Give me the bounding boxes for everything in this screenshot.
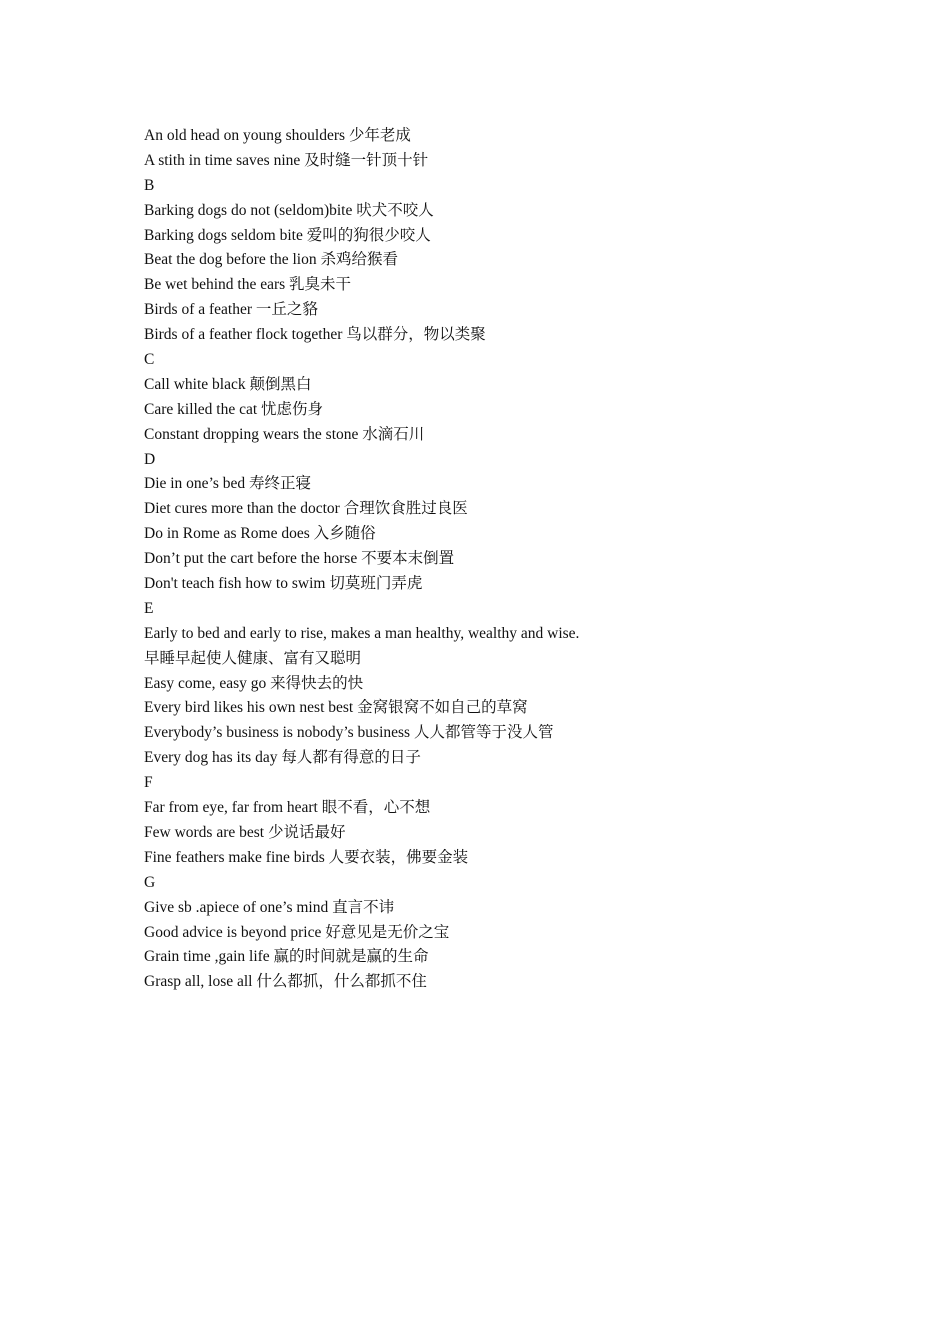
proverb-line: Call white black 颠倒黑白 xyxy=(144,375,312,393)
proverb-line: Everybody’s business is nobody’s business 人人都管等于没人管 xyxy=(144,724,554,742)
proverb-list xyxy=(144,124,844,995)
proverb-line: Don't teach fish how to swim 切莫班门弄虎 xyxy=(144,575,423,593)
proverb-line: A stith in time saves nine 及时缝一针顶十针 xyxy=(144,151,429,169)
proverb-line: Every dog has its day 每人都有得意的日子 xyxy=(144,749,421,767)
proverb-translation-line: 早睡早起使人健康、富有又聪明 xyxy=(144,649,362,667)
proverb-line: Die in one’s bed 寿终正寝 xyxy=(144,475,312,493)
section-letter: C xyxy=(144,351,155,369)
section-letter: D xyxy=(144,450,156,468)
section-letter: B xyxy=(144,176,155,194)
proverb-line: Diet cures more than the doctor 合理饮食胜过良医 xyxy=(144,500,468,518)
proverb-line: Few words are best 少说话最好 xyxy=(144,823,346,841)
section-letter: E xyxy=(144,599,154,617)
proverb-line: Beat the dog before the lion 杀鸡给猴看 xyxy=(144,251,398,269)
proverb-line: Far from eye, far from heart 眼不看，心不想 xyxy=(144,799,431,817)
section-letter: G xyxy=(144,873,156,891)
section-letter: F xyxy=(144,774,153,792)
proverb-line: Do in Rome as Rome does 入乡随俗 xyxy=(144,525,376,543)
proverb-line: An old head on young shoulders 少年老成 xyxy=(144,127,411,144)
proverb-line: Grasp all, lose all 什么都抓，什么都抓不住 xyxy=(144,973,427,991)
proverb-line: Early to bed and early to rise, makes a man healthy, wealthy and wise. xyxy=(144,624,580,642)
proverb-line: Birds of a feather 一丘之貉 xyxy=(144,301,318,319)
proverb-line: Constant dropping wears the stone 水滴石川 xyxy=(144,425,425,443)
proverb-line: Every bird likes his own nest best 金窝银窝不如自己的草窝 xyxy=(144,699,528,717)
proverb-line: Easy come, easy go 来得快去的快 xyxy=(144,674,364,692)
proverb-line: Birds of a feather flock together 鸟以群分，物以类聚 xyxy=(144,326,486,344)
proverb-line: Fine feathers make fine birds 人要衣装，佛要金装 xyxy=(144,848,469,866)
proverb-line: Barking dogs seldom bite 爱叫的狗很少咬人 xyxy=(144,226,431,244)
proverb-line: Care killed the cat 忧虑伤身 xyxy=(144,400,324,418)
proverb-line: Good advice is beyond price 好意见是无价之宝 xyxy=(144,923,450,941)
proverb-line: Barking dogs do not (seldom)bite 吠犬不咬人 xyxy=(144,201,434,219)
proverb-line: Give sb .apiece of one’s mind 直言不讳 xyxy=(144,898,395,916)
proverb-line: Grain time ,gain life 赢的时间就是赢的生命 xyxy=(144,948,429,966)
proverb-line: Be wet behind the ears 乳臭未干 xyxy=(144,276,352,294)
proverb-line: Don’t put the cart before the horse 不要本末倒置 xyxy=(144,550,455,568)
